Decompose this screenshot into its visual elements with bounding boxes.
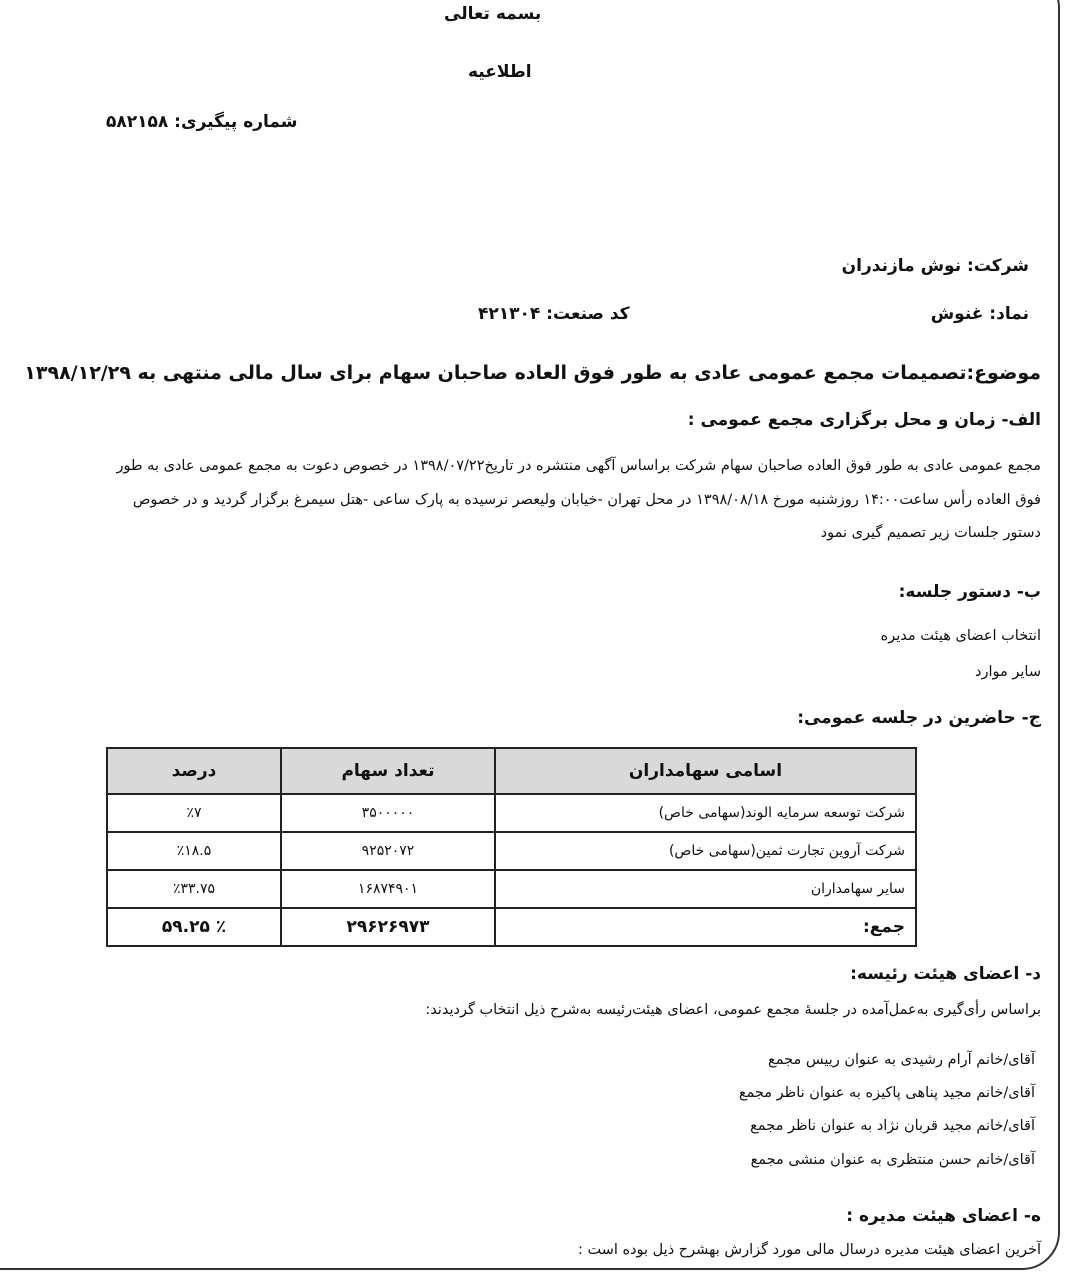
table-row bbox=[107, 870, 916, 908]
share-percent: ٪۷ bbox=[107, 794, 281, 832]
company-symbol: نماد: غنوش bbox=[930, 304, 1029, 324]
col-header-percent: درصد bbox=[107, 748, 281, 794]
section-d-heading: د- اعضای هیئت رئیسه: bbox=[850, 964, 1041, 984]
subject: موضوع:تصمیمات مجمع عمومی عادی به طور فوق العاده صاحبان سهام برای سال مالی منتهی به ۱۳۹۸/۱۲/۲۹ bbox=[24, 362, 1041, 384]
total-percent: ٪ ۵۹.۲۵ bbox=[107, 908, 281, 946]
shareholders-table bbox=[106, 747, 917, 947]
share-percent: ٪۳۳.۷۵ bbox=[107, 870, 281, 908]
share-count: ۹۲۵۲۰۷۲ bbox=[281, 832, 495, 870]
basmala: بسمه تعالی bbox=[444, 4, 542, 24]
section-a-line: مجمع عمومی عادی به طور فوق العاده صاحبان سهام شرکت براساس آگهی منتشره در تاریخ۱۳۹۸/۰۷/۲۲ در خصوص دعوت به مجمع عمومی عادی به طور bbox=[116, 458, 1041, 474]
total-shares: ۲۹۶۲۶۹۷۳ bbox=[281, 908, 495, 946]
section-a-heading: الف- زمان و محل برگزاری مجمع عمومی : bbox=[687, 410, 1041, 430]
section-a-line: فوق العاده رأس ساعت۱۴:۰۰ روزشنبه مورخ ۱۳۹۸/۰۸/۱۸ در محل تهران -خیابان ولیعصر نرسیده به پارک ساعی -هتل سیمرغ برگزار گردید و در خصوص bbox=[132, 492, 1041, 508]
section-b-heading: ب- دستور جلسه: bbox=[898, 582, 1041, 602]
col-header-names: اسامی سهامداران bbox=[495, 748, 916, 794]
share-count: ۳۵۰۰۰۰۰ bbox=[281, 794, 495, 832]
tracking-number: شماره پیگیری: ۵۸۲۱۵۸ bbox=[106, 112, 298, 132]
notice-title: اطلاعیه bbox=[468, 62, 532, 82]
col-header-shares: تعداد سهام bbox=[281, 748, 495, 794]
agenda-item: انتخاب اعضای هیئت مدیره bbox=[880, 628, 1041, 644]
board-member: آقای/خانم حسن منتظری به عنوان منشی مجمع bbox=[750, 1152, 1035, 1168]
total-label: جمع: bbox=[495, 908, 916, 946]
shareholder-name: سایر سهامداران bbox=[495, 870, 916, 908]
industry-code: کد صنعت: ۴۲۱۳۰۴ bbox=[478, 304, 630, 324]
section-c-heading: ج- حاضرین در جلسه عمومی: bbox=[797, 708, 1041, 728]
table-row bbox=[107, 794, 916, 832]
table-total-row bbox=[107, 908, 916, 946]
share-percent: ٪۱۸.۵ bbox=[107, 832, 281, 870]
section-e-intro: آخرین اعضای هیئت مدیره درسال مالی مورد گزارش بهشرح ذیل بوده است : bbox=[577, 1242, 1041, 1258]
section-a-line: دستور جلسات زیر تصمیم گیری نمود bbox=[820, 525, 1041, 541]
shareholder-name: شرکت آروین تجارت ثمین(سهامی خاص) bbox=[495, 832, 916, 870]
share-count: ۱۶۸۷۴۹۰۱ bbox=[281, 870, 495, 908]
section-e-heading: ه- اعضای هیئت مدیره : bbox=[846, 1206, 1041, 1226]
board-member: آقای/خانم مجید پناهی پاکیزه به عنوان ناظر مجمع bbox=[738, 1085, 1035, 1101]
table-header-row bbox=[107, 748, 916, 794]
board-member: آقای/خانم مجید قربان نژاد به عنوان ناظر مجمع bbox=[750, 1118, 1035, 1134]
shareholder-name: شرکت توسعه سرمایه الوند(سهامی خاص) bbox=[495, 794, 916, 832]
board-member: آقای/خانم آرام رشیدی به عنوان رییس مجمع bbox=[768, 1052, 1035, 1068]
section-d-intro: براساس رأی‌گیری به‌عمل‌آمده در جلسهٔ مجمع عمومی، اعضای هیئت‌رئیسه به‌شرح ذیل انتخاب گردیدند: bbox=[425, 1002, 1041, 1018]
agenda-item: سایر موارد bbox=[975, 664, 1041, 680]
company-name: شرکت: نوش مازندران bbox=[841, 256, 1029, 276]
table-row bbox=[107, 832, 916, 870]
